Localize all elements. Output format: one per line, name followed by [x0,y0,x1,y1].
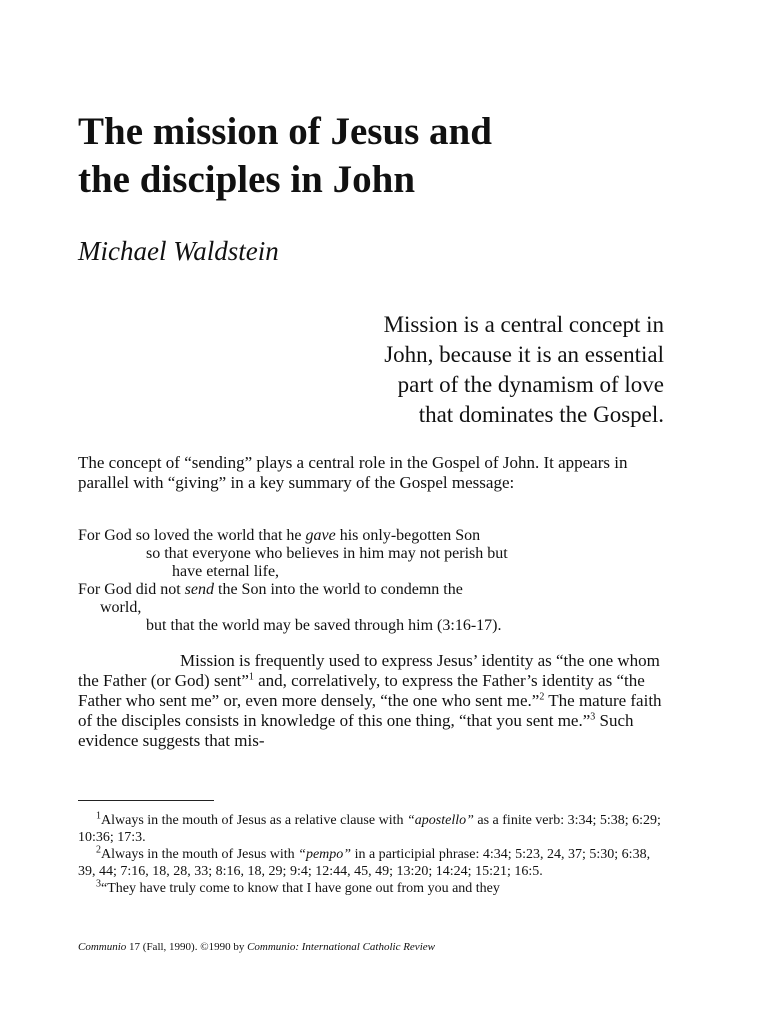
issue-info: 17 (Fall, 1990). ©1990 by [126,941,248,953]
epigraph [250,310,664,430]
footnote-term: “pempo” [298,847,352,862]
quote-emphasis: send [184,581,214,598]
footnote-mark: 2 [96,844,101,856]
quote-line [78,527,678,545]
quote-text: his only-begotten Son [335,527,481,544]
footnote-mark: 1 [96,810,101,822]
epigraph-line: that dominates the Gospel. [418,402,664,427]
quote-emphasis: gave [305,527,336,544]
footnotes [78,812,670,897]
epigraph-line: part of the dynamism of love [397,372,664,397]
paragraph-text: Such evidence suggests that mis- [78,711,634,750]
footnote-ref: 3 [590,711,596,723]
footnote-text: as a finite verb: 3:34; 5:38; 6:29; 10:36; 17:3. [78,813,661,845]
body-paragraph-2 [78,651,670,751]
quote-line: but that the world may be saved through him (3:16-17). [146,617,502,634]
author-name: Michael Waldstein [78,236,279,266]
title-line-1: The mission of Jesus and [78,110,492,153]
quote-line: so that everyone who believes in him may not perish but [146,545,508,562]
footnote-ref: 2 [539,691,545,703]
paragraph-text: Mission is frequently used to express Jesus’ identity as “the one whom the Father (or God) sent” [78,651,660,690]
body-paragraph-1: The concept of “sending” plays a central role in the Gospel of John. It appears in parallel with “giving” in a key summary of the Gospel message: [78,453,628,492]
footnote-text: “They have truly come to know that I have gone out from you and they [101,881,500,896]
publisher-name: Communio: International Catholic Review [247,941,435,953]
quote-text: For God did not [78,581,185,598]
footnote-text: Always in the mouth of Jesus as a relative clause with [101,813,407,828]
journal-name: Communio [78,941,127,953]
footnote-term: “apostello” [406,813,474,828]
quote-line: world, [100,599,142,616]
article-title [78,108,698,204]
paragraph-text: and, correlatively, to express the Father’s identity as “the Father who sent me” or, even more densely, “the one who sent me.” [78,671,645,710]
footnote [78,880,670,897]
footnote-text: in a participial phrase: 4:34; 5:23, 24, 37; 5:30; 6:38, 39, 44; 7:16, 18, 28, 33; 8:16, 18, 29; 9:4; 12:44, 45, 49; 13:20; 14:24; 15:21; 16:5. [78,847,651,879]
title-line-2: the disciples in John [78,158,416,201]
footnote [78,846,670,880]
footnote [78,812,670,846]
footnote-divider [78,800,214,801]
scripture-quote [78,527,678,635]
quote-line: have eternal life, [172,563,280,580]
epigraph-line: Mission is a central concept in [383,312,664,337]
quote-text: the Son into the world to condemn the [214,581,463,598]
epigraph-line: John, because it is an essential [384,342,664,367]
footnote-text: Always in the mouth of Jesus with [101,847,299,862]
quote-text: For God so loved the world that he [78,527,306,544]
quote-line [78,581,678,599]
page-footer [78,941,435,953]
footnote-ref: 1 [248,671,254,683]
paragraph-text: The mature faith of the disciples consists in knowledge of this one thing, “that you sent me.” [78,691,662,730]
footnote-mark: 3 [96,878,101,890]
